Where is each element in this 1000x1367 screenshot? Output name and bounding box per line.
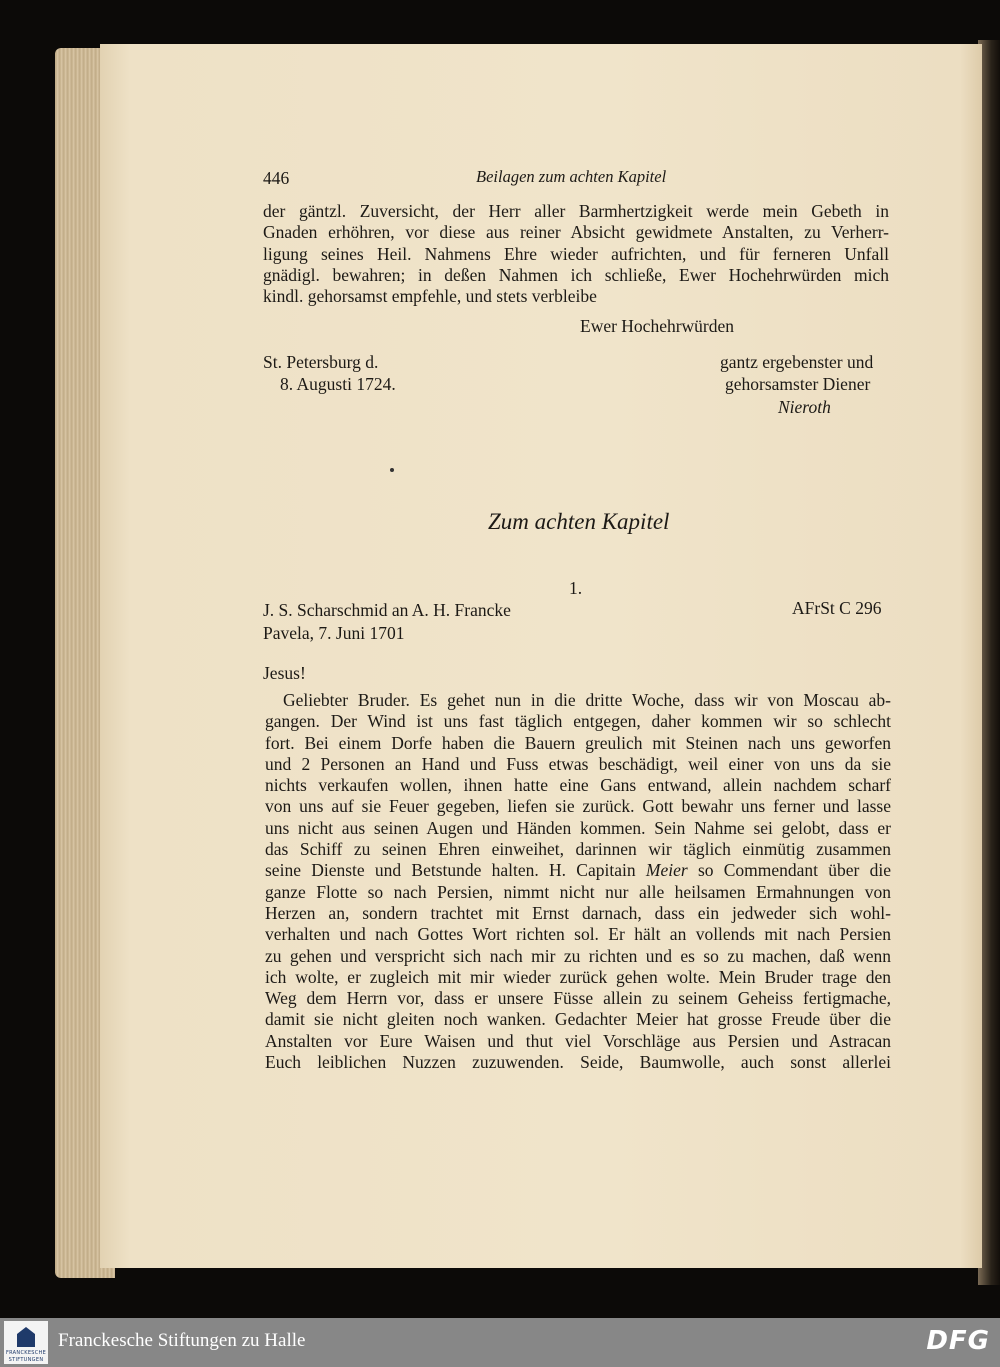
letter-end-paragraph [263,201,889,307]
document-number: 1. [569,578,583,598]
text-line: Euch leiblichen Nuzzen zuzuwenden. Seide, Baumwolle, auch sonst allerlei [265,1052,891,1073]
text-line: Geliebter Bruder. Es gehet nun in die dritte Woche, dass wir von Moscau ab- [283,690,891,710]
text-line: kindl. gehorsamst empfehle, und stets verbleibe [263,286,597,307]
sender-recipient: J. S. Scharschmid an A. H. Francke [263,600,511,620]
text-line: gnädigl. bewahren; in deßen Nahmen ich schließe, Ewer Hochehrwürden mich [263,264,889,285]
page-number: 446 [263,168,290,188]
text-line: ganze Flotte so nach Persien, nimmt nicht nur alle heilsamen Ermahnungen von [265,881,891,902]
text-line: ich wolte, er zugleich mit mir wieder zurück gehen wolte. Mein Bruder trage den [265,966,891,987]
text-line: Gnaden erhöhren, vor diese aus reiner Absicht gewidmete Anstalten, zu Verherr- [263,222,889,243]
running-title: Beilagen zum achten Kapitel [476,167,667,186]
text-line [265,860,891,881]
section-heading: Zum achten Kapitel [488,509,670,534]
book-page [100,44,982,1268]
logo-caption: FRANCKESCHE [5,1350,47,1356]
letter-body [265,690,891,1073]
text-line: verhalten und nach Gottes Wort richten sol. Er hält an vollends mit nach Persien [265,924,891,945]
text-line: nichts verkaufen wollen, ihnen hatte eine Gans entwand, allein nachdem scharf [265,775,891,796]
closing-line-2: gehorsamster Diener [725,374,871,394]
invocation: Jesus! [263,663,306,683]
salutation: Ewer Hochehrwürden [580,316,735,336]
institution-logo[interactable] [4,1321,48,1364]
text-line: zu gehen und verspricht sich nach mir zu richten und es so zu machen, daß wenn [265,945,891,966]
text-line: das Schiff zu seinen Ehren einweihet, darinnen wir täglich einmütig zusammen [265,839,891,860]
text-line: fort. Bei einem Dorfe haben die Bauern greulich mit Steinen nach uns geworfen [265,732,891,753]
text-segment: so Commendant über die [697,860,892,881]
text-line: Weg dem Herrn vor, dass er unsere Füsse allein zu seinem Geheiss fertigmache, [265,988,891,1009]
logo-caption: STIFTUNGEN [8,1357,44,1363]
ink-speck [390,468,394,472]
text-line: Anstalten vor Eure Waisen und thut viel Vorschläge aus Persien und Astracan [265,1030,891,1051]
text-line: von uns auf sie Feuer gegeben, liefen sie zurück. Gott bewahr uns ferner und lasse [265,796,891,817]
text-line: gangen. Der Wind ist uns fast täglich entgegen, daher kommen wir so schlecht [265,711,891,732]
closing-line-1: gantz ergebenster und [720,352,874,372]
institution-name: Franckesche Stiftungen zu Halle [58,1330,306,1351]
signature: Nieroth [778,397,831,417]
place-line-2: 8. Augusti 1724. [280,374,396,394]
place-line-1: St. Petersburg d. [263,352,379,372]
text-segment: seine Dienste und Betstunde halten. H. Capitain [265,860,636,881]
text-line: der gäntzl. Zuversicht, der Herr aller Barmhertzigkeit werde mein Gebeth in [263,201,889,221]
text-line: damit sie nicht gleiten noch wanken. Gedachter Meier hat grosse Freude über die [265,1009,891,1030]
text-line: und 2 Personen an Hand und Fuss etwas beschädigt, weil einer von uns da sie [265,753,891,774]
text-line: ligung seines Heil. Nahmens Ehre wieder aufrichten, und für ferneren Unfall [263,243,889,264]
archive-reference: AFrSt C 296 [792,598,882,618]
text-line: uns nicht aus seinen Augen und Händen kommen. Sein Nahme sei gelobt, dass er [265,817,891,838]
italic-name: Meier [645,860,688,881]
place-date: Pavela, 7. Juni 1701 [263,623,405,643]
dfg-logo[interactable]: DFG [926,1326,990,1356]
viewer-footer [0,1318,1000,1367]
building-icon [17,1327,35,1347]
text-line: Herzen an, sondern trachtet mit Ernst darnach, dass ein jedweder sich wohl- [265,902,891,923]
